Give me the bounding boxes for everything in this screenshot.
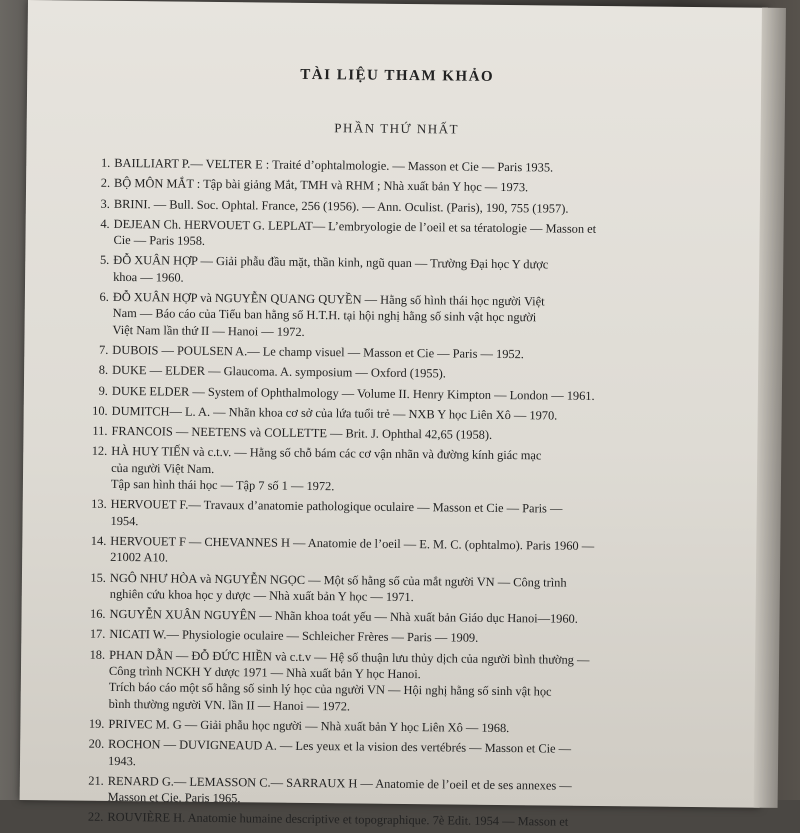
reference-line: Tập san hình thái học — Tập 7 số 1 — 1972. xyxy=(110,476,335,494)
reference-item xyxy=(86,289,736,345)
reference-text xyxy=(112,382,736,405)
reference-number: 19. xyxy=(88,716,105,731)
reference-text xyxy=(114,155,738,178)
reference-line: ĐỖ XUÂN HỢP và NGUYỄN QUANG QUYỀN — Hằng số hình thái học người Việt xyxy=(112,289,545,309)
reference-line: NGÔ NHƯ HÒA và NGUYỄN NGỌC — Một số hằng số của mắt người VN — Công trình xyxy=(109,570,567,590)
reference-line: Masson et Cie. Paris 1965. xyxy=(107,789,241,806)
reference-line: 21002 A10. xyxy=(110,550,169,565)
reference-line: HERVOUET F — CHEVANNES H — Anatomie de l’oeil — E. M. C. (ophtalmo). Paris 1960 — xyxy=(110,533,595,553)
reference-number: 9. xyxy=(98,383,108,398)
reference-list xyxy=(81,155,738,832)
reference-number: 17. xyxy=(89,627,106,642)
reference-item xyxy=(84,533,734,572)
reference-line: Nam — Báo cáo của Tiểu ban hằng số H.T.H. tại hội nghị hằng số sinh vật học người xyxy=(112,306,537,325)
reference-line: Trích báo cáo một số hằng số sinh lý học của người VN — Hội nghị hằng số sinh vật học xyxy=(108,680,552,699)
reference-number: 3. xyxy=(100,196,110,211)
reference-text xyxy=(108,773,732,812)
reference-text xyxy=(108,716,732,739)
reference-line: DUKE — ELDER — Glaucoma. A. symposium — Oxford (1955). xyxy=(112,363,447,381)
reference-item xyxy=(84,496,734,535)
reference-item xyxy=(86,342,736,365)
reference-item xyxy=(83,606,733,629)
reference-number: 20. xyxy=(88,736,105,752)
reference-number: 7. xyxy=(98,342,109,357)
reference-text xyxy=(108,736,732,775)
reference-item xyxy=(87,252,737,291)
reference-item xyxy=(86,382,736,405)
reference-line: khoa — 1960. xyxy=(113,269,184,285)
reference-line: DUKE ELDER — System of Ophthalmology — Volume II. Henry Kimpton — London — 1961. xyxy=(111,383,595,403)
reference-line: Việt Nam lần thứ II — Hanoi — 1972. xyxy=(112,322,305,339)
reference-number: 6. xyxy=(99,289,109,304)
reference-item xyxy=(83,626,733,649)
reference-line: DUBOIS — POULSEN A.— Le champ visuel — Masson et Cie — Paris — 1952. xyxy=(112,342,525,362)
reference-item xyxy=(82,736,732,775)
reference-line: ROUVIÈRE H. Anatomie humaine descriptive et topographique. 7è Edit. 1954 — Masson et xyxy=(107,810,569,830)
reference-text xyxy=(111,443,735,498)
reference-text xyxy=(112,342,736,365)
reference-number: 10. xyxy=(92,403,108,418)
reference-text xyxy=(112,403,736,426)
reference-number: 13. xyxy=(91,497,107,512)
reference-text xyxy=(112,289,736,344)
reference-line: Công trình NCKH Y dược 1971 — Nhà xuất bản Y học Hanoi. xyxy=(108,663,421,682)
reference-line: 1954. xyxy=(110,513,139,528)
reference-item xyxy=(88,175,738,198)
reference-number: 16. xyxy=(90,606,106,621)
reference-number: 22. xyxy=(87,810,104,825)
reference-text xyxy=(107,809,731,832)
reference-line: PHAN DẪN — ĐỖ ĐỨC HIỀN và c.t.v — Hệ số thuận lưu thủy dịch của người bình thường — xyxy=(109,647,590,667)
reference-text xyxy=(110,533,734,572)
reference-line: NGUYỄN XUÂN NGUYÊN — Nhãn khoa toát yếu — Nhà xuất bản Giáo dục Hanoi—1960. xyxy=(109,607,578,626)
reference-text xyxy=(114,196,738,219)
reference-line: Cie — Paris 1958. xyxy=(113,233,206,249)
reference-text xyxy=(109,626,733,649)
reference-item xyxy=(87,216,737,255)
reference-number: 11. xyxy=(92,423,108,439)
reference-line: HÀ HUY TIẾN và c.t.v. — Hằng số chỗ bám các cơ vận nhãn và đường kính giác mạc xyxy=(111,444,542,463)
reference-text xyxy=(110,569,734,608)
reference-item xyxy=(88,155,738,178)
reference-line: NICATI W.— Physiologie oculaire — Schleicher Frères — Paris — 1909. xyxy=(109,627,479,646)
reference-item xyxy=(82,716,732,739)
reference-number: 12. xyxy=(91,444,108,459)
reference-item xyxy=(88,195,738,218)
section-subtitle: PHẦN THỨ NHẤT xyxy=(334,120,460,137)
reference-text xyxy=(110,496,734,535)
reference-number: 15. xyxy=(90,570,107,585)
reference-number: 2. xyxy=(100,176,111,191)
reference-line: ĐỖ XUÂN HỢP — Giải phẫu đầu mặt, thần kinh, ngũ quan — Trường Đại học Y dược xyxy=(113,253,549,272)
reference-text xyxy=(113,252,737,291)
reference-line: BỘ MÔN MẮT : Tập bài giảng Mắt, TMH và RHM ; Nhà xuất bản Y học — 1973. xyxy=(114,176,529,195)
reference-text xyxy=(112,362,736,385)
reference-item xyxy=(85,443,735,499)
reference-text xyxy=(109,647,734,719)
reference-line: PRIVEC M. G — Giải phẫu học người — Nhà xuất bản Y học Liên Xô — 1968. xyxy=(108,716,510,735)
reference-line: 1943. xyxy=(107,753,137,768)
reference-text xyxy=(111,423,735,446)
reference-line: BAILLIART P.— VELTER E : Traité d’ophtalmologie. — Masson et Cie — Paris 1935. xyxy=(114,155,554,175)
reference-number: 18. xyxy=(89,647,106,662)
reference-item xyxy=(86,402,736,425)
reference-line: của người Việt Nam. xyxy=(111,460,215,476)
reference-line: nghiên cứu khoa học y dược — Nhà xuất bản Y học — 1971. xyxy=(109,586,414,604)
reference-item xyxy=(86,362,736,385)
reference-line: FRANCOIS — NEETENS và COLLETTE — Brit. J. Ophthal 42,65 (1958). xyxy=(111,424,493,443)
reference-item xyxy=(82,772,732,811)
reference-item xyxy=(84,569,734,608)
reference-number: 8. xyxy=(98,363,109,378)
reference-line: RENARD G.— LEMASSON C.— SARRAUX H — Anatomie de l’oeil et de ses annexes — xyxy=(107,773,572,793)
reference-text xyxy=(113,216,737,255)
reference-text xyxy=(109,606,733,629)
reference-number: 14. xyxy=(90,533,107,548)
reference-item xyxy=(85,423,735,446)
reference-item xyxy=(83,646,734,718)
reference-number: 5. xyxy=(99,253,110,268)
reference-line: bình thường người VN. lần II — Hanoi — 1972. xyxy=(108,696,351,714)
reference-number: 4. xyxy=(100,216,110,231)
reference-line: BRINI. — Bull. Soc. Ophtal. France, 256 (1956). — Ann. Oculist. (Paris), 190, 755 (1957). xyxy=(113,196,569,216)
reference-item xyxy=(81,809,731,832)
reference-line: HERVOUET F.— Travaux d’anatomie pathologique oculaire — Masson et Cie — Paris — xyxy=(110,497,563,516)
reference-number: 1. xyxy=(100,155,111,170)
reference-number: 21. xyxy=(88,773,104,788)
reference-line: DUMITCH— L. A. — Nhãn khoa cơ sở của lứa tuổi trẻ — NXB Y học Liên Xô — 1970. xyxy=(111,403,558,423)
book-page xyxy=(20,0,768,830)
reference-line: DEJEAN Ch. HERVOUET G. LEPLAT— L’embryologie de l’oeil et sa tératologie — Masson et xyxy=(113,216,597,236)
reference-line: ROCHON — DUVIGNEAUD A. — Les yeux et la vision des vertébrés — Masson et Cie — xyxy=(108,737,572,756)
page-title: TÀI LIỆU THAM KHẢO xyxy=(300,66,495,85)
reference-text xyxy=(114,175,738,198)
